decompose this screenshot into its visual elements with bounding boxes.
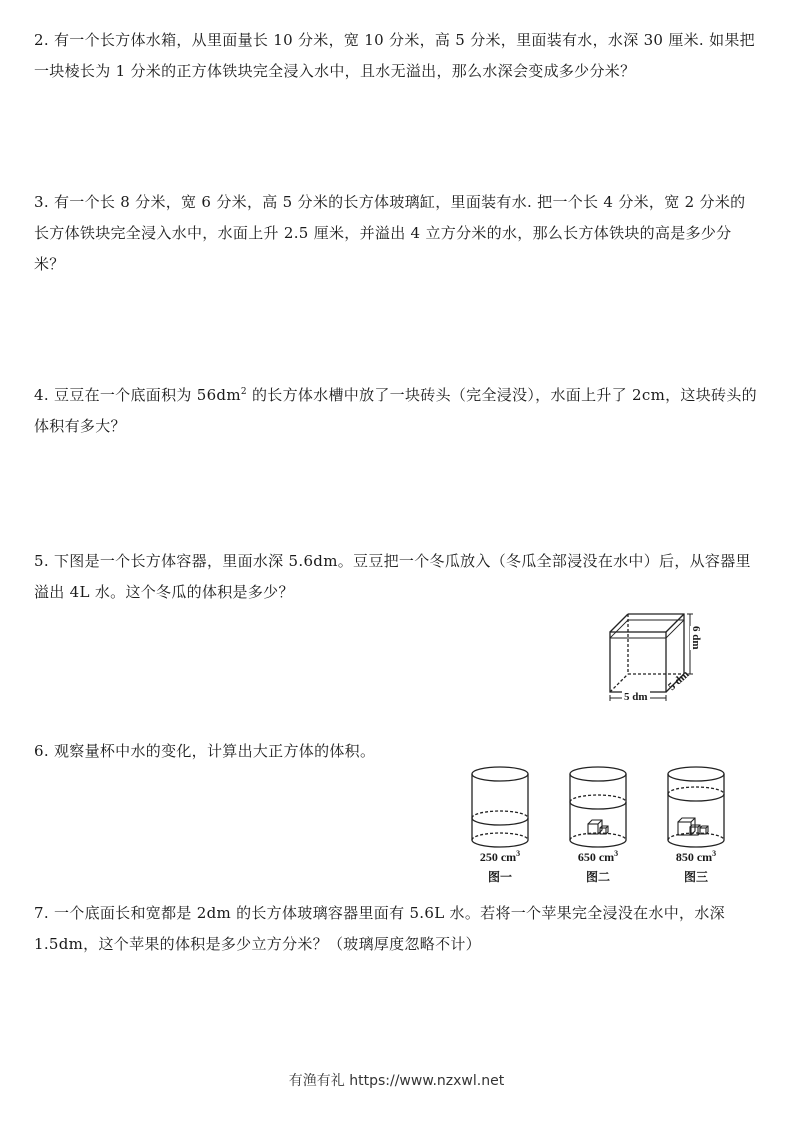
length-label: 5 dm — [624, 691, 648, 703]
cup-2 — [570, 767, 626, 847]
width-label: 5 dm — [666, 668, 692, 693]
question-4-text-start: 4. 豆豆在一个底面积为 56dm — [34, 386, 241, 404]
cup-1-water-front — [472, 818, 528, 825]
cuboid-drawing — [598, 606, 708, 710]
cup-1-label: 图一 — [487, 870, 512, 884]
water-surface — [610, 620, 684, 638]
cup-3 — [668, 767, 724, 847]
height-label: 6 dm — [690, 626, 702, 650]
question-2: 2. 有一个长方体水箱，从里面量长 10 分米，宽 10 分米，高 5 分米，里面装有水，水深 30 厘米. 如果把一块棱长为 1 分米的正方体铁块完全浸入水中，且水无溢出，那么水深会变成多少分米？ — [34, 31, 755, 80]
question-7: 7. 一个底面长和宽都是 2dm 的长方体玻璃容器里面有 5.6L 水。若将一个苹果完全浸没在水中，水深 1.5dm，这个苹果的体积是多少立方分米？（玻璃厚度忽略不计） — [34, 904, 725, 953]
cuboid-container-figure — [598, 606, 708, 710]
question-6: 6. 观察量杯中水的变化，计算出大正方体的体积。 — [34, 742, 376, 760]
cup-3-large-cube — [678, 818, 708, 835]
cup-1-volume: 250 $cm^3$ — [479, 849, 521, 864]
question-5: 5. 下图是一个长方体容器，里面水深 5.6dm。豆豆把一个冬瓜放入（冬瓜全部浸没在水中）后，从容器里溢出 4L 水。这个冬瓜的体积是多少？ — [34, 552, 751, 601]
question-4-text-end: 的长方体水槽中放了一块砖头（完全浸没），水面上升了 2cm，这块砖头的体积有多大？ — [34, 386, 757, 435]
cup-2-small-cube — [588, 820, 608, 834]
cups-drawing — [466, 760, 746, 850]
cup-1 — [472, 767, 528, 847]
measuring-cups-figure — [466, 760, 746, 890]
footer-watermark: 有渔有礼 https://www.nzxwl.net — [288, 1073, 505, 1089]
question-4-superscript: 2 — [240, 387, 247, 397]
cup-3-volume: 850 $cm^3$ — [675, 849, 717, 864]
question-4 — [34, 380, 758, 442]
question-3: 3. 有一个长 8 分米，宽 6 分米，高 5 分米的长方体玻璃缸，里面装有水. 把一个长 4 分米，宽 2 分米的长方体铁块完全浸入水中，水面上升 2.5 厘米，并溢出 4 立方分米的水，那么长方体铁块的高是多少分米？ — [34, 193, 746, 273]
cup-3-label: 图三 — [683, 870, 708, 884]
cup-2-volume: 650 $cm^3$ — [577, 849, 619, 864]
cup-2-label: 图二 — [585, 870, 610, 884]
